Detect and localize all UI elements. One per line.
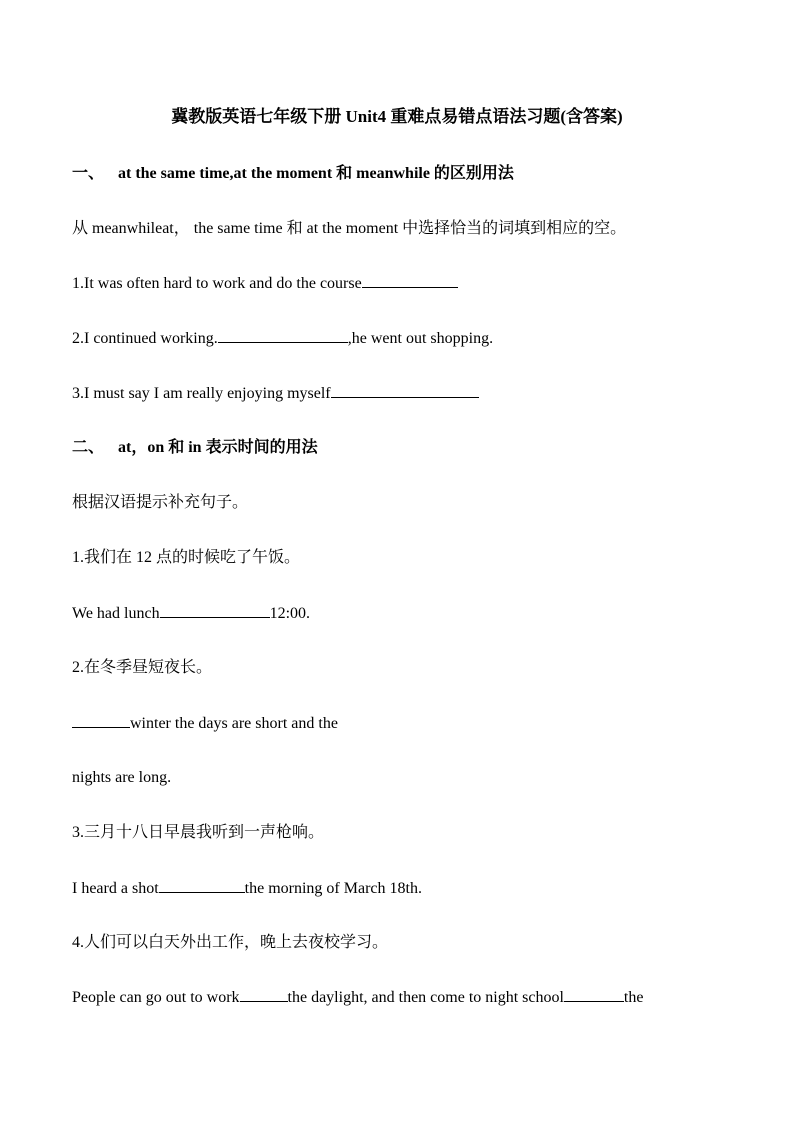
question-1-2-before: 2.I continued working. <box>72 330 218 347</box>
answer-blank <box>331 383 479 398</box>
question-2-4 <box>72 987 724 1008</box>
question-2-1-chinese: 1.我们在 12 点的时候吃了午饭。 <box>72 549 301 566</box>
answer-blank <box>240 987 288 1002</box>
question-2-2-after: winter the days are short and the <box>130 715 338 732</box>
question-1-3-text: 3.I must say I am really enjoying myself <box>72 385 331 402</box>
question-2-2-chinese: 2.在冬季昼短夜长。 <box>72 659 213 676</box>
section-2-number: 二、 <box>72 439 105 456</box>
question-2-4-part1: People can go out to work <box>72 989 240 1006</box>
question-2-4-part3: the <box>623 989 644 1006</box>
question-1-1 <box>72 273 724 294</box>
section-2-instruction: 根据汉语提示补充句子。 <box>72 494 249 511</box>
question-1-3 <box>72 383 724 404</box>
question-2-4-part2: the daylight, and then come to night school <box>287 989 564 1006</box>
document-title: 冀教版英语七年级下册 Unit4 重难点易错点语法习题(含答案) <box>171 107 623 126</box>
question-2-4-chinese: 4.人们可以白天外出工作，晚上去夜校学习。 <box>72 934 389 951</box>
answer-blank <box>160 603 270 618</box>
answer-blank <box>159 878 245 893</box>
section-1-instruction: 从 meanwhileat， the same time 和 at the moment 中选择恰当的词填到相应的空。 <box>72 220 627 237</box>
question-1-2 <box>72 328 724 349</box>
question-2-1 <box>72 603 724 624</box>
question-2-3-before: I heard a shot <box>72 880 159 897</box>
answer-blank <box>218 328 348 343</box>
section-1-heading <box>72 164 724 184</box>
answer-blank <box>564 987 624 1002</box>
question-2-3-after: the morning of March 18th. <box>244 880 422 897</box>
answer-blank <box>72 713 130 728</box>
question-2-1-after: 12:00. <box>269 605 311 622</box>
question-2-2-continued: nights are long. <box>72 769 172 786</box>
section-1-heading-text: at the same time,at the moment 和 meanwhile 的区别用法 <box>118 165 514 182</box>
question-2-3-chinese: 3.三月十八日早晨我听到一声枪响。 <box>72 824 325 841</box>
question-1-2-after: ,he went out shopping. <box>347 330 494 347</box>
question-1-1-text: 1.It was often hard to work and do the course <box>72 275 362 292</box>
question-2-2 <box>72 713 724 734</box>
section-2-heading-text: at，on 和 in 表示时间的用法 <box>118 439 318 456</box>
question-2-1-before: We had lunch <box>72 605 160 622</box>
section-1-number: 一、 <box>72 165 105 182</box>
section-2-heading <box>72 438 724 458</box>
question-2-3 <box>72 878 724 899</box>
answer-blank <box>362 273 458 288</box>
